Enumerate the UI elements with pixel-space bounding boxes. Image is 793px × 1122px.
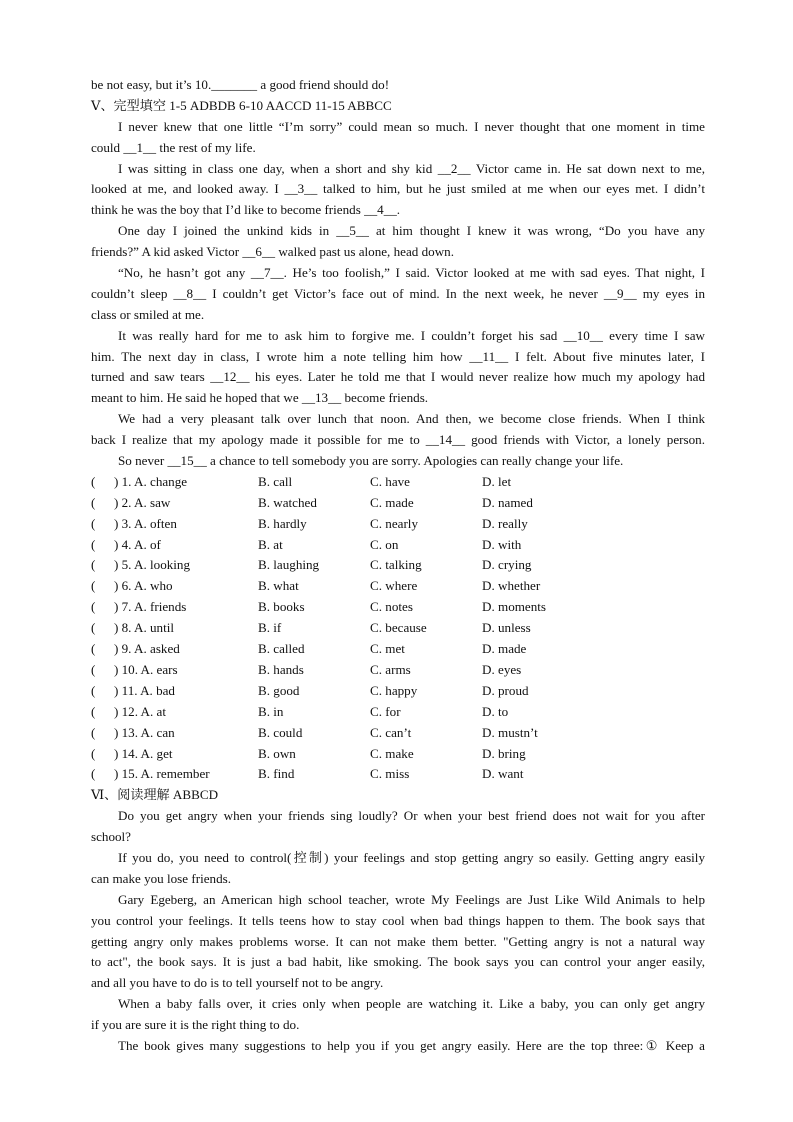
question-row (91, 535, 705, 556)
option-b: B. what (258, 578, 299, 594)
section-heading-reading: Ⅵ、阅读理解 ABBCD (91, 787, 219, 803)
option-c: C. for (370, 703, 401, 719)
text-line: We had a very pleasant talk over lunch that noon. And then, we become close friends. When I think (118, 411, 705, 427)
option-c: C. where (370, 578, 418, 594)
option-d: D. let (482, 473, 512, 489)
question-row (91, 639, 705, 660)
text-line: turned and saw tears __12__ his eyes. Later he told me that I would never realize how much my apology had (91, 369, 705, 385)
text-line: The book gives many suggestions to help you if you get angry easily. Here are the top three:① Keep a (118, 1037, 705, 1053)
answer-paren: ( (91, 536, 96, 552)
option-d: D. named (482, 494, 533, 510)
option-a: ) 7. A. friends (114, 599, 187, 615)
option-b: B. at (258, 536, 283, 552)
option-d: D. with (482, 536, 522, 552)
option-a: ) 4. A. of (114, 536, 161, 552)
answer-paren: ( (91, 745, 96, 761)
option-d: D. proud (482, 682, 529, 698)
text-line: to act", the book says. It is just a bad habit, like smoking. The book says you can control your anger easily, (91, 954, 705, 970)
answer-paren: ( (91, 557, 96, 573)
question-row (91, 597, 705, 618)
text-line: looked at me, and looked away. I __3__ talked to him, but he just smiled at me when our eyes met. I didn’t (91, 181, 705, 197)
option-b: B. could (258, 724, 303, 740)
option-a: ) 3. A. often (114, 515, 177, 531)
text-line: Do you get angry when your friends sing loudly? Or when your best friend does not wait for you after (118, 808, 705, 824)
option-c: C. because (370, 620, 427, 636)
answer-paren: ( (91, 578, 96, 594)
text-line: When a baby falls over, it cries only when people are watching it. Like a baby, you can only get angry (118, 996, 705, 1012)
option-d: D. eyes (482, 661, 522, 677)
question-row (91, 618, 705, 639)
option-d: D. moments (482, 599, 547, 615)
option-c: C. can’t (370, 724, 412, 740)
text-line: and all you have to do is to tell yourself not to be angry. (91, 975, 384, 991)
option-b: B. if (258, 620, 282, 636)
question-row (91, 493, 705, 514)
option-b: B. called (258, 641, 305, 657)
question-row (91, 723, 705, 744)
option-d: D. whether (482, 578, 541, 594)
option-a: ) 13. A. can (114, 724, 175, 740)
option-d: D. unless (482, 620, 531, 636)
option-c: C. on (370, 536, 399, 552)
question-row (91, 744, 705, 765)
text-line: be not easy, but it’s 10._______ a good friend should do! (91, 77, 390, 92)
question-row (91, 555, 705, 576)
option-d: D. bring (482, 745, 526, 761)
text-line: One day I joined the unkind kids in __5__ at him thought I knew it was wrong, “Do you have any (118, 223, 705, 239)
option-b: B. good (258, 682, 300, 698)
option-b: B. laughing (258, 557, 320, 573)
text-line: class or smiled at me. (91, 306, 205, 322)
answer-paren: ( (91, 641, 96, 657)
answer-paren: ( (91, 766, 96, 782)
text-line: school? (91, 829, 131, 845)
question-row (91, 576, 705, 597)
option-a: ) 6. A. who (114, 578, 173, 594)
option-b: B. call (258, 473, 293, 489)
option-c: C. talking (370, 557, 422, 573)
option-b: B. hands (258, 661, 304, 677)
option-a: ) 8. A. until (114, 620, 175, 636)
text-line: could __1__ the rest of my life. (91, 139, 256, 155)
option-a: ) 10. A. ears (114, 661, 178, 677)
question-row (91, 660, 705, 681)
question-row (91, 764, 705, 785)
text-line: couldn’t sleep __8__ I couldn’t get Victor’s face out of mind. In the next week, he never __9__ my eyes in (91, 285, 705, 301)
option-c: C. make (370, 745, 414, 761)
answer-paren: ( (91, 724, 96, 740)
question-list (91, 472, 705, 785)
text-line: can make you lose friends. (91, 870, 231, 886)
text-line: If you do, you need to control(控制) your feelings and stop getting angry so easily. Getting angry easily (118, 849, 705, 865)
question-row (91, 472, 705, 493)
option-a: ) 2. A. saw (114, 494, 171, 510)
option-b: B. find (258, 766, 295, 782)
option-c: C. miss (370, 766, 410, 782)
answer-paren: ( (91, 620, 96, 636)
option-b: B. in (258, 703, 284, 719)
option-c: C. have (370, 473, 410, 489)
section-heading-cloze: Ⅴ、完型填空 1-5 ADBDB 6-10 AACCD 11-15 ABBCC (91, 97, 392, 113)
option-d: D. mustn’t (482, 724, 538, 740)
text-line: if you are sure it is the right thing to do. (91, 1017, 300, 1033)
question-row (91, 702, 705, 723)
text-line: It was really hard for me to ask him to forgive me. I couldn’t forget his sad __10__ every time I saw (118, 327, 705, 343)
option-a: ) 9. A. asked (114, 641, 180, 657)
answer-paren: ( (91, 703, 96, 719)
option-a: ) 1. A. change (114, 473, 188, 489)
option-c: C. happy (370, 682, 418, 698)
document-page (91, 75, 705, 1057)
option-d: D. crying (482, 557, 532, 573)
option-c: C. nearly (370, 515, 418, 531)
answer-paren: ( (91, 599, 96, 615)
option-c: C. met (370, 641, 405, 657)
option-a: ) 14. A. get (114, 745, 173, 761)
text-line: “No, he hasn’t got any __7__. He’s too foolish,” I said. Victor looked at me with sad eyes. That night, I (118, 265, 705, 281)
text-line: Gary Egeberg, an American high school teacher, wrote My Feelings are Just Like Wild Animals to help (118, 891, 705, 907)
text-line: think he was the boy that I’d like to become friends __4__. (91, 202, 401, 218)
answer-paren: ( (91, 661, 96, 677)
option-c: C. notes (370, 599, 413, 615)
question-row (91, 514, 705, 535)
text-line: I was sitting in class one day, when a short and shy kid __2__ Victor came in. He sat down next to me, (118, 160, 705, 176)
option-b: B. hardly (258, 515, 307, 531)
option-a: ) 5. A. looking (114, 557, 191, 573)
answer-paren: ( (91, 515, 96, 531)
option-d: D. really (482, 515, 528, 531)
option-b: B. watched (258, 494, 317, 510)
answer-paren: ( (91, 473, 96, 489)
option-b: B. books (258, 599, 305, 615)
option-c: C. arms (370, 661, 411, 677)
option-d: D. to (482, 703, 509, 719)
option-c: C. made (370, 494, 414, 510)
text-line: meant to him. He said he hoped that we __13__ become friends. (91, 390, 429, 406)
option-a: ) 15. A. remember (114, 766, 210, 782)
option-a: ) 11. A. bad (114, 682, 175, 698)
option-b: B. own (258, 745, 296, 761)
text-line: So never __15__ a chance to tell somebody you are sorry. Apologies can really change your life. (118, 453, 624, 469)
answer-paren: ( (91, 682, 96, 698)
text-line: you control your feelings. It tells teens how to stay cool when bad things happen to them. The book says that (91, 912, 705, 928)
question-row (91, 681, 705, 702)
text-line: back I realize that my apology made it possible for me to __14__ good friends with Victor, a lonely person. (91, 432, 705, 448)
text-line: friends?” A kid asked Victor __6__ walked past us alone, head down. (91, 244, 454, 260)
option-d: D. made (482, 641, 527, 657)
option-d: D. want (482, 766, 524, 782)
text-line: getting angry only makes problems worse. It can not make them better. "Getting angry is not a natural way (91, 933, 705, 949)
text-line: him. The next day in class, I wrote him a note telling him how __11__ I felt. About five minutes later, I (91, 348, 705, 364)
option-a: ) 12. A. at (114, 703, 167, 719)
text-line: I never knew that one little “I’m sorry” could mean so much. I never thought that one moment in time (118, 118, 705, 134)
answer-paren: ( (91, 494, 96, 510)
